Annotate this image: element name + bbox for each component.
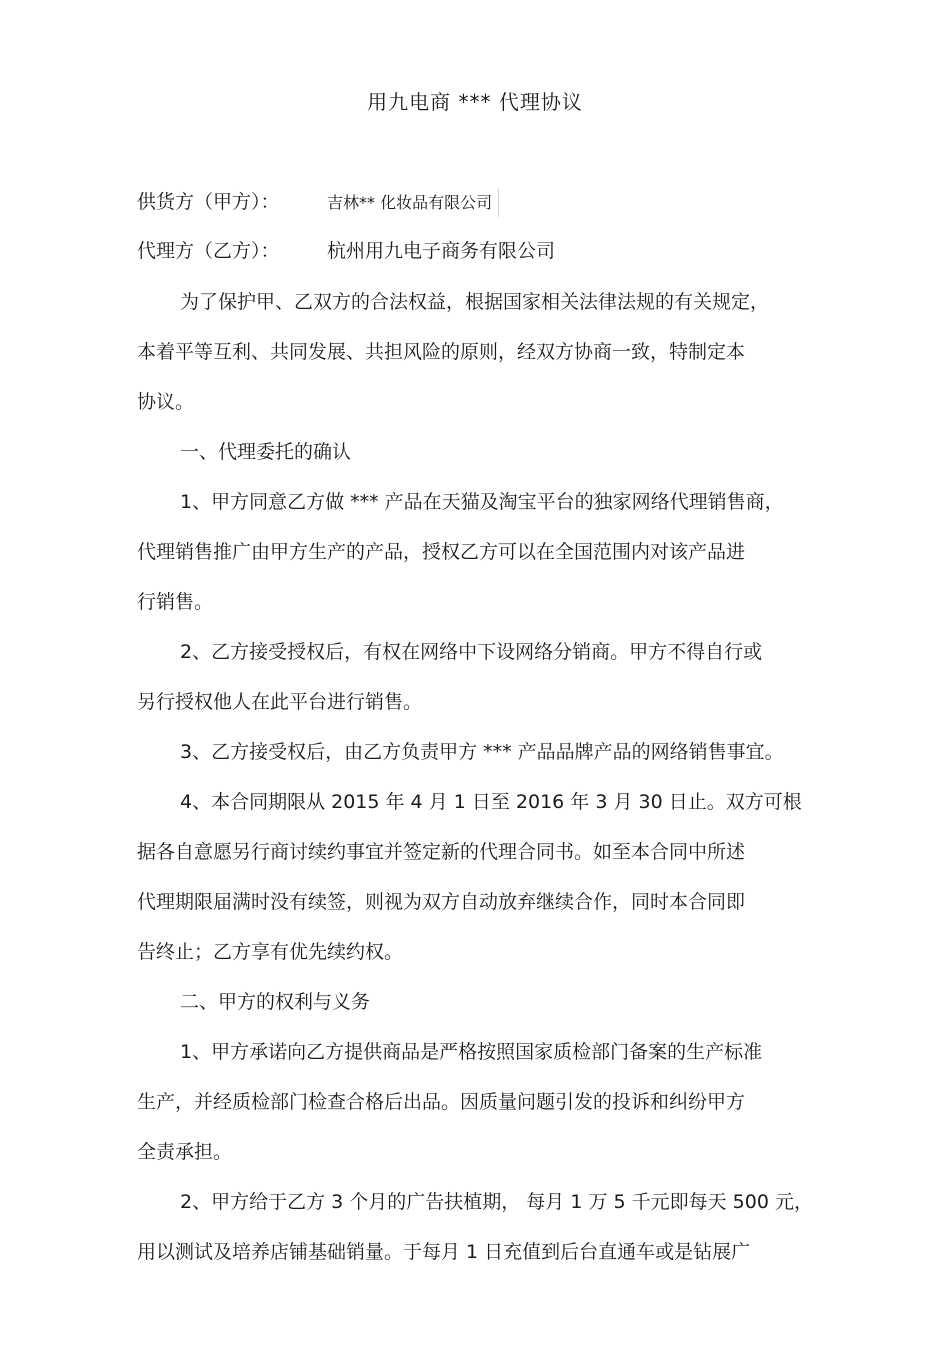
supplier-row (137, 188, 499, 217)
body-line: 二、甲方的权利与义务 (180, 991, 371, 1013)
body-line: 1、甲方同意乙方做 *** 产品在天猫及淘宝平台的独家网络代理销售商， (180, 491, 784, 513)
agent-value: 杭州用九电子商务有限公司 (327, 240, 556, 262)
body-line: 代理期限届满时没有续签，则视为双方自动放弃继续合作，同时本合同即 (137, 891, 746, 913)
document-title: 用九电商 *** 代理协议 (367, 90, 583, 114)
agent-label: 代理方（乙方）： (137, 240, 280, 262)
supplier-label: 供货方（甲方）： (137, 191, 280, 213)
document-body (137, 277, 867, 1277)
body-line: 2、甲方给于乙方 3 个月的广告扶植期， 每月 1 万 5 千元即每天 500 元， (180, 1191, 813, 1213)
body-lines (137, 277, 867, 1277)
body-line: 一、代理委托的确认 (180, 441, 352, 463)
body-line: 代理销售推广由甲方生产的产品，授权乙方可以在全国范围内对该产品进 (137, 541, 746, 563)
body-line: 告终止；乙方享有优先续约权。 (137, 941, 404, 963)
body-line: 1、甲方承诺向乙方提供商品是严格按照国家质检部门备案的生产标准 (180, 1041, 763, 1063)
body-line: 据各自意愿另行商讨续约事宜并签定新的代理合同书。如至本合同中所述 (137, 841, 746, 863)
body-line: 行销售。 (137, 591, 214, 613)
body-line: 协议。 (137, 391, 195, 413)
body-line: 2、乙方接受授权后，有权在网络中下设网络分销商。甲方不得自行或 (180, 641, 763, 663)
body-line: 生产，并经质检部门检查合格后出品。因质量问题引发的投诉和纠纷甲方 (137, 1091, 746, 1113)
body-line: 本着平等互利、共同发展、共担风险的原则，经双方协商一致，特制定本 (137, 341, 746, 363)
body-line: 另行授权他人在此平台进行销售。 (137, 691, 423, 713)
agent-row (137, 237, 555, 265)
body-line: 4、本合同期限从 2015 年 4 月 1 日至 2016 年 3 月 30 日止。双方可根 (180, 791, 802, 813)
body-line: 3、乙方接受权后，由乙方负责甲方 *** 产品品牌产品的网络销售事宜。 (180, 741, 784, 763)
body-line: 全责承担。 (137, 1141, 233, 1163)
body-line: 为了保护甲、乙双方的合法权益，根据国家相关法律法规的有关规定， (180, 291, 770, 313)
body-line: 用以测试及培养店铺基础销量。于每月 1 日充值到后台直通车或是钻展广 (137, 1241, 751, 1263)
supplier-value: 吉林** 化妆品有限公司 (327, 189, 499, 217)
